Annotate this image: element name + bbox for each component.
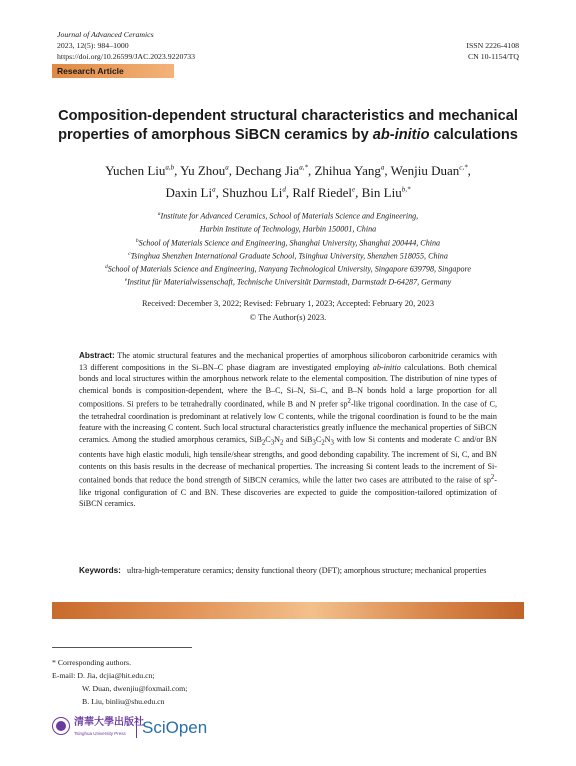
author: Yu Zhou$^a$,: [180, 163, 236, 179]
affiliation: Harbin Institute of Technology, Harbin 150001, China: [199, 224, 377, 234]
author: Shuzhou Li$^d$,: [222, 184, 293, 200]
title-italic: ab-initio: [372, 127, 430, 143]
issn: ISSN 2226-4108: [466, 41, 519, 50]
author: Daxin Li$^a$,: [165, 184, 223, 200]
email-duan[interactable]: W. Duan, dwenjiu@foxmail.com;: [82, 684, 188, 693]
author-list: [40, 159, 536, 202]
received-revised-accepted: Received: December 3, 2022; Revised: February 1, 2023; Accepted: February 20, 2023: [141, 299, 435, 308]
author: Bin Liu$^{b,*}$: [361, 184, 411, 200]
cn-number: CN 10-1154/TQ: [467, 52, 519, 61]
author: Ralf Riedel$^e$,: [292, 184, 362, 200]
publisher-logo-en: Tsinghua University Press: [74, 731, 126, 736]
author: Wenjiu Duan$^{c,*}$,: [390, 163, 471, 179]
journal-name: Journal of Advanced Ceramics: [57, 30, 154, 39]
affiliation: $^d$School of Materials Science and Engineering, Nanyang Technological University, Singapore 639798, Singapore: [104, 264, 472, 274]
tsinghua-seal-inner: [56, 721, 66, 731]
paper-title: [40, 107, 536, 145]
author: Dechang Jia$^{a,*}$,: [235, 163, 315, 179]
author: Yuchen Liu$^{a,b}$,: [105, 163, 181, 179]
email-liu[interactable]: B. Liu, binliu@shu.edu.cn: [82, 697, 165, 706]
title-part-2: calculations: [429, 127, 518, 143]
sciopen-logo: SciOpen: [142, 718, 208, 737]
doi-link[interactable]: https://doi.org/10.26599/JAC.2023.9220733: [57, 52, 196, 61]
publisher-logo-cn: 清華大學出版社: [74, 717, 144, 728]
corresponding-note: * Corresponding authors.: [52, 658, 132, 667]
footnote-rule: [52, 647, 192, 648]
keywords-label: Keywords:: [79, 566, 121, 575]
affiliation: $^a$Institute for Advanced Ceramics, School of Materials Science and Engineering,: [157, 211, 419, 221]
affiliation: $^c$Tsinghua Shenzhen International Graduate School, Tsinghua University, Shenzhen 518055, China: [128, 250, 448, 261]
keywords: ultra-high-temperature ceramics; density functional theory (DFT); amorphous structure; mechanical properties: [127, 566, 487, 575]
affiliation: $^b$School of Materials Science and Engineering, Shanghai University, Shanghai 200444, China: [135, 237, 441, 248]
title-part-1: Composition-dependent structural characteristics and mechanical properties of amorphous SiBCN ceramics by: [58, 108, 518, 143]
copyright: © The Author(s) 2023.: [249, 313, 327, 322]
decorative-band: [52, 602, 524, 619]
affiliation: $^e$Institut für Materialwissenschaft, Technische Universität Darmstadt, Darmstadt D-64287, Germany: [124, 277, 452, 288]
abstract-label: Abstract:: [79, 351, 115, 360]
volume-info: 2023, 12(5): 984–1000: [57, 41, 129, 50]
affiliations: [30, 209, 546, 289]
article-type-label: Research Article: [57, 66, 124, 76]
email-jia[interactable]: E-mail: D. Jia, dcjia@hit.edu.cn;: [52, 671, 155, 680]
logo-divider: [136, 718, 137, 738]
abstract: Abstract: The atomic structural features and the mechanical properties of amorphous silicoboron carbonitride ceramics with 13 different compositions in the Si–BN–C phase diagram are investigated employing ab-initio calculations. Both chemical bonds and local structures within the amorphous network relate to the elemental composition. The distribution of nine types of chemical bonds is composition-dependent, where the B–C, Si–N, Si–C, and B–N bonds hold a large proportion for all compositions. Si prefers to be tetrahedrally coordinated, while B and N prefer $sp^2$-like trigonal coordination. In the case of C, the tetrahedral coordination is predominant at relatively low C contents, while the trigonal coordination is found to be the main feature with the increasing C content. Such local structural characteristics greatly influence the mechanical properties of SiBCN ceramics. Among the studied amorphous ceramics, $SiB_2C_3N_2$ and $SiB_3C_2N_3$ with low Si contents and moderate C and/or BN contents have high elastic moduli, high tensile/shear strengths, and good debonding capability. The increment of Si, C, and BN contents on this basis results in the decrease of mechanical properties. The increasing Si content leads to the increment of Si-contained bonds that reduce the bond strength of SiBCN ceramics, while the latter two cases are attributed to the raise of $sp^2$-like trigonal configuration of C and BN. These discoveries are expected to guide the composition-tailored optimization of SiBCN ceramics.: [79, 351, 497, 509]
author: Zhihua Yang$^a$,: [314, 163, 391, 179]
publication-dates: [40, 297, 536, 325]
